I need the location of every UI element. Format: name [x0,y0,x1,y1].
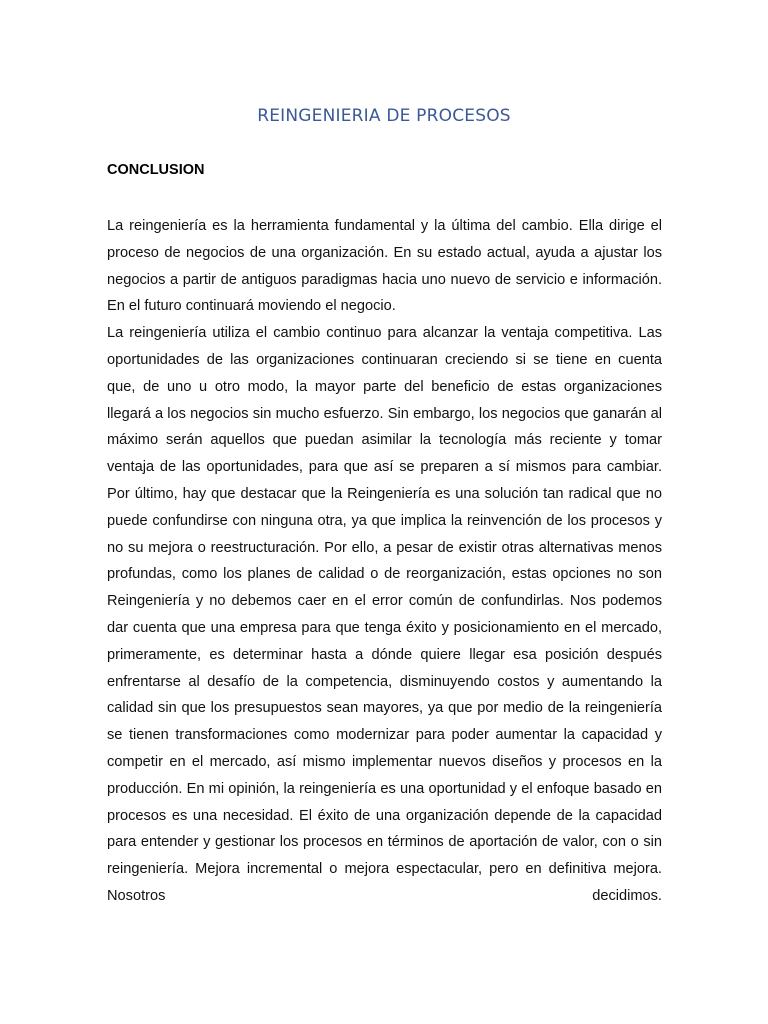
paragraph-2: La reingeniería utiliza el cambio continuo para alcanzar la ventaja competitiva. Las oportunidades de las organizaciones continuaran creciendo si se tiene en cuenta que, de uno u otro modo, la mayor parte del beneficio de estas organizaciones llegará a los negocios sin mucho esfuerzo. Sin embargo, los negocios que ganarán al máximo serán aquellos que puedan asimilar la tecnología más reciente y tomar ventaja de las oportunidades, para que así se preparen a sí mismos para cambiar. Por último, hay que destacar que la Reingeniería es una solución tan radical que no puede confundirse con ninguna otra, ya que implica la reinvención de los procesos y no su mejora o reestructuración. Por ello, a pesar de existir otras alternativas menos profundas, como los planes de calidad o de reorganización, estas opciones no son Reingeniería y no debemos caer en el error común de confundirlas. Nos podemos dar cuenta que una empresa para que tenga éxito y posicionamiento en el mercado, primeramente, es determinar hasta a dónde quiere llegar esa posición después enfrentarse al desafío de la competencia, disminuyendo costos y aumentando la calidad sin que los presupuestos sean mayores, ya que por medio de la reingeniería se tienen transformaciones como modernizar para poder aumentar la capacidad y competir en el mercado, así mismo implementar nuevos diseños y procesos en la producción. En mi opinión, la reingeniería es una oportunidad y el enfoque basado en procesos es una necesidad. El éxito de una organización depende de la capacidad para entender y gestionar los procesos en términos de aportación de valor, con o sin reingeniería. Mejora incremental o mejora espectacular, pero en definitiva mejora. Nosotros decidimos. [107,325,662,904]
document-title: REINGENIERIA DE PROCESOS [257,106,511,126]
body-text [107,213,662,910]
paragraph-1: La reingeniería es la herramienta fundamental y la última del cambio. Ella dirige el proceso de negocios de una organización. En su estado actual, ayuda a ajustar los negocios a partir de antiguos paradigmas hacia uno nuevo de servicio e información. En el futuro continuará moviendo el negocio. [107,218,662,315]
section-heading: CONCLUSION [107,162,205,178]
